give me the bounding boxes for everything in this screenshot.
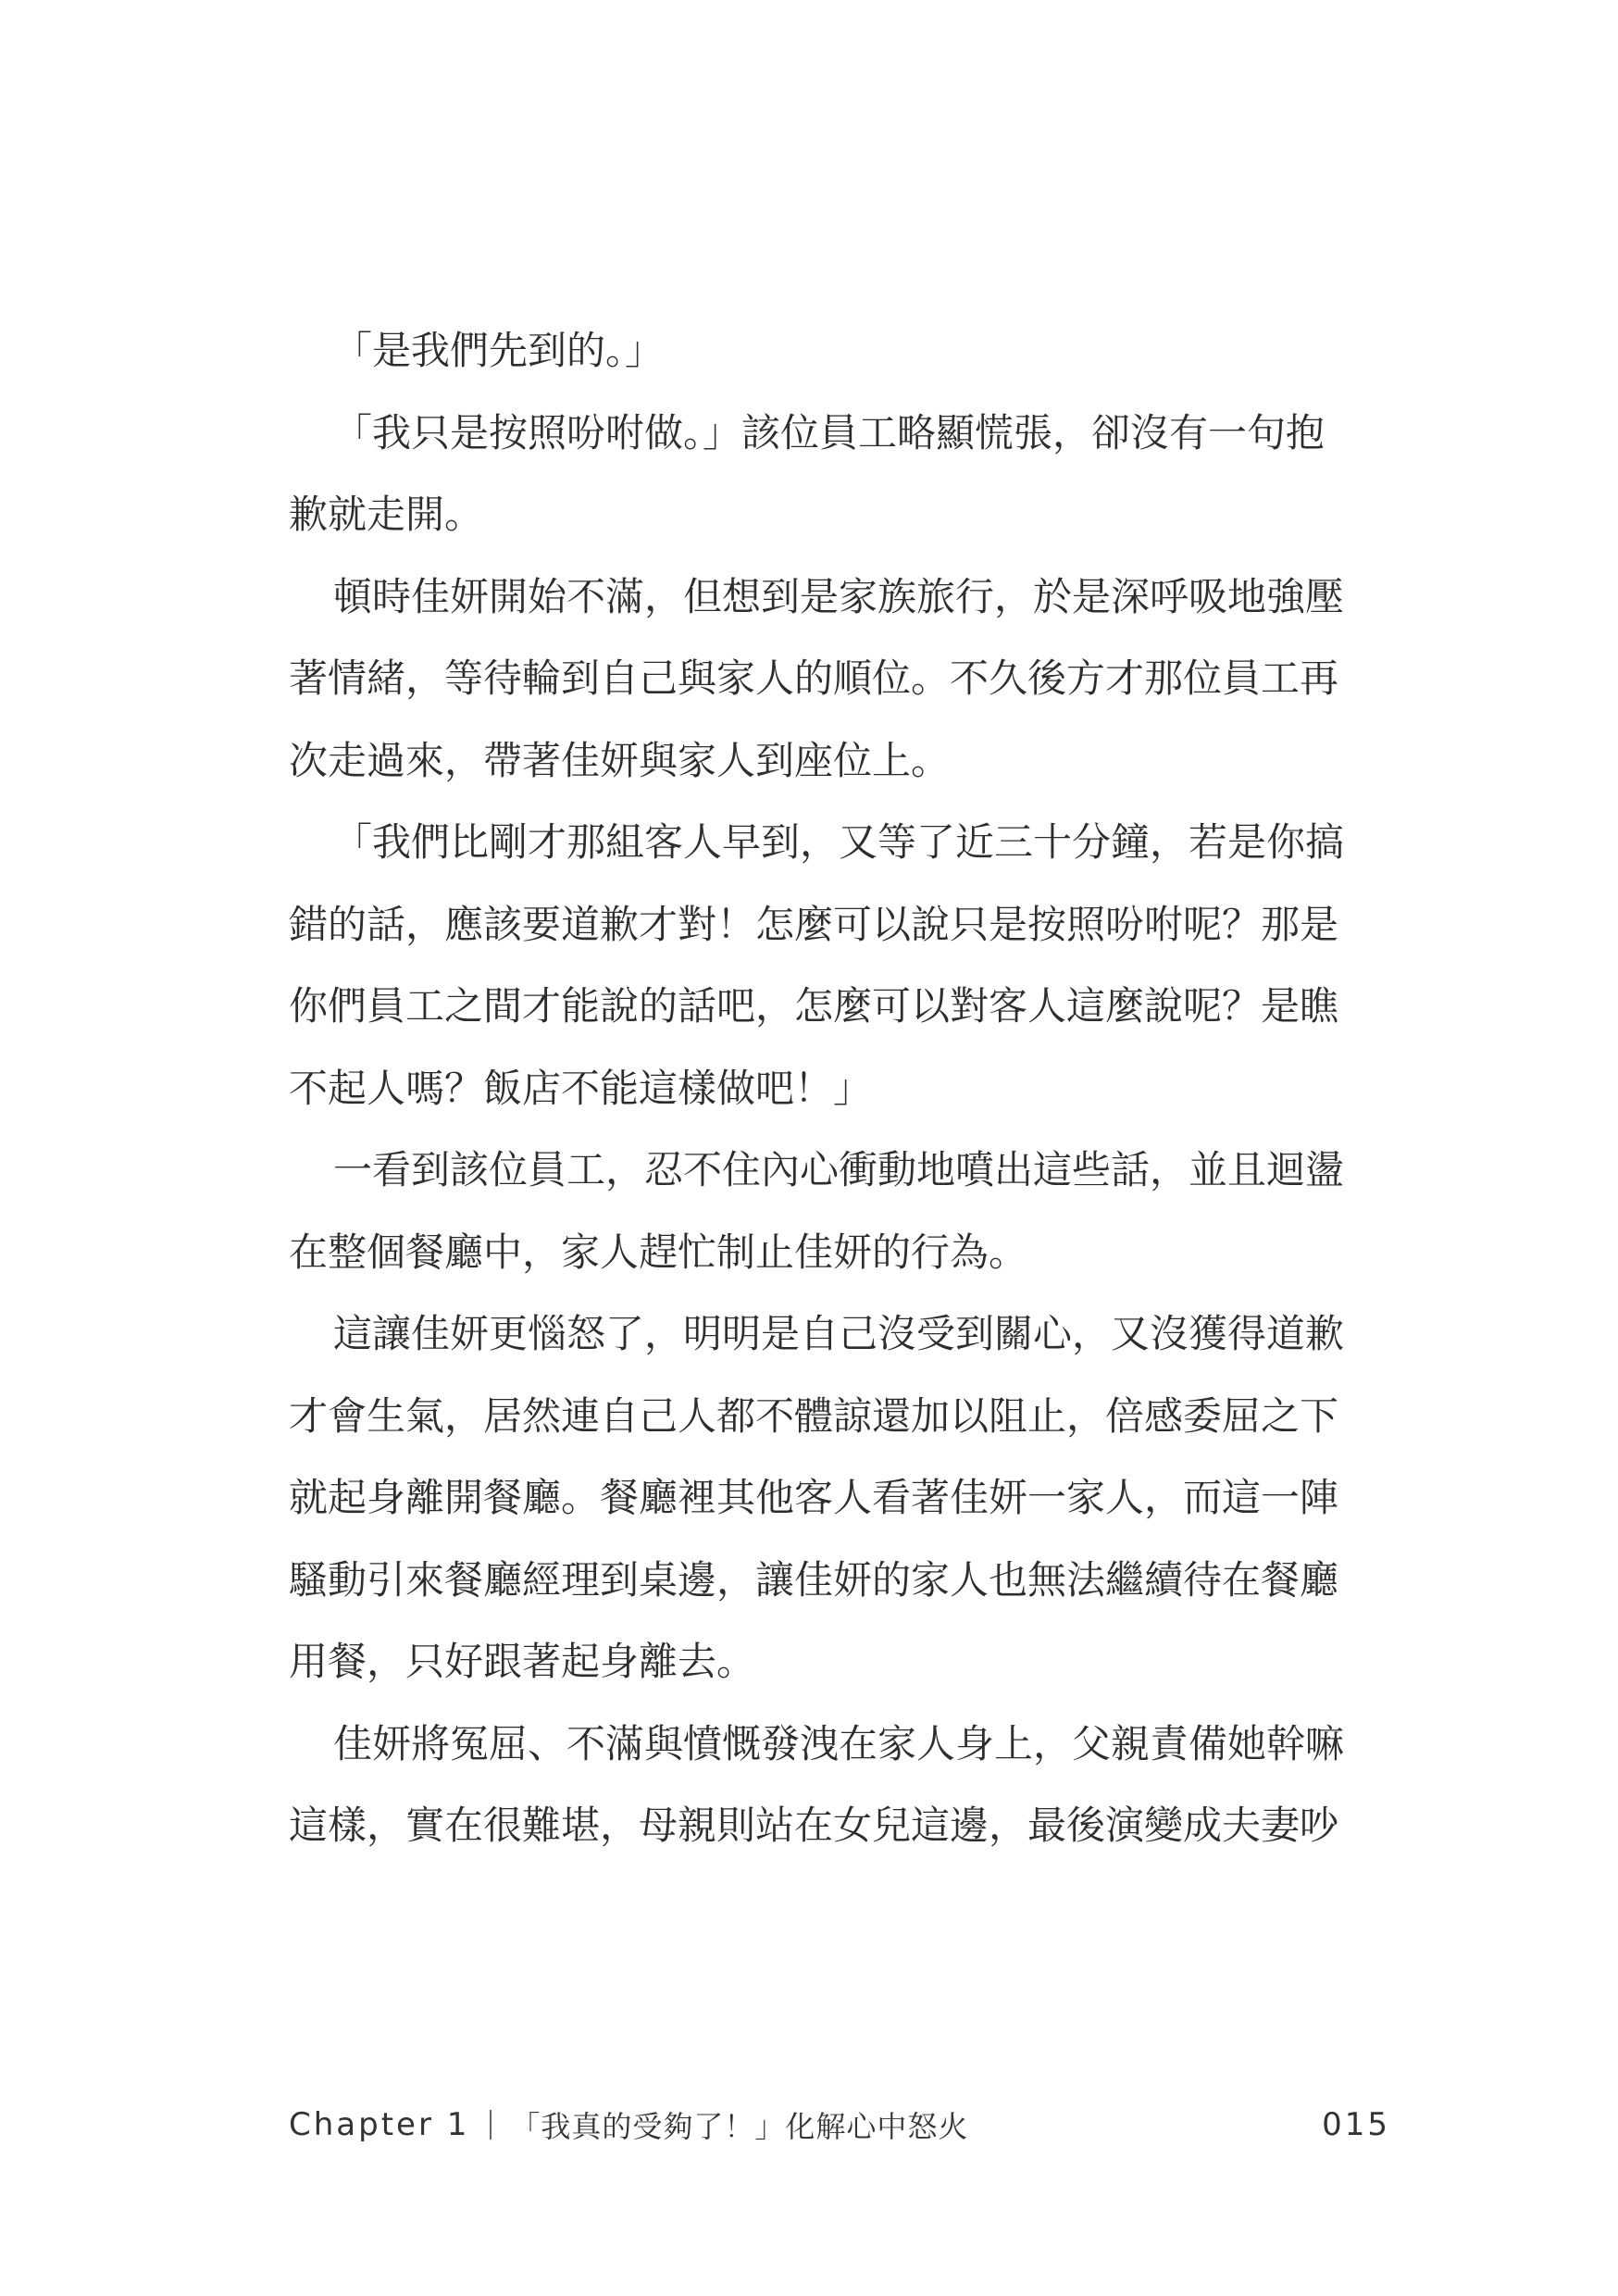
body-text	[289, 310, 1390, 1867]
text-line: 騷動引來餐廳經理到桌邊，讓佳妍的家人也無法繼續待在餐廳	[289, 1556, 1339, 1603]
text-line: 這樣，實在很難堪，母親則站在女兒這邊，最後演變成夫妻吵	[289, 1803, 1339, 1848]
text-line: 就起身離開餐廳。餐廳裡其他客人看著佳妍一家人，而這一陣	[289, 1475, 1339, 1520]
text-line: 歉就走開。	[289, 492, 484, 537]
text-line: 「是我們先到的。」	[333, 328, 665, 373]
text-line: 佳妍將冤屈、不滿與憤慨發洩在家人身上，父親責備她幹嘛	[333, 1720, 1345, 1766]
text-line: 錯的話，應該要道歉才對！怎麼可以說只是按照吩咐呢？那是	[289, 901, 1339, 947]
text-line: 「我們比剛才那組客人早到，又等了近三十分鐘，若是你搞	[333, 819, 1345, 865]
text-line: 著情緒，等待輪到自己與家人的順位。不久後方才那位員工再	[289, 655, 1339, 701]
text-line: 頓時佳妍開始不滿，但想到是家族旅行，於是深呼吸地強壓	[333, 573, 1345, 619]
text-line: 你們員工之間才能說的話吧，怎麼可以對客人這麼說呢？是瞧	[289, 983, 1339, 1029]
text-line: 不起人嗎？飯店不能這樣做吧！」	[289, 1065, 873, 1111]
text-line: 才會生氣，居然連自己人都不體諒還加以阻止，倍感委屈之下	[289, 1392, 1339, 1439]
footer-divider	[490, 2110, 492, 2140]
text-line: 「我只是按照吩咐做。」該位員工略顯慌張，卻沒有一句抱	[333, 409, 1326, 455]
text-line: 一看到該位員工，忍不住內心衝動地噴出這些話，並且迴盪	[333, 1147, 1345, 1192]
text-line: 次走過來，帶著佳妍與家人到座位上。	[289, 737, 951, 783]
text-line: 這讓佳妍更惱怒了，明明是自己沒受到關心，又沒獲得道歉	[333, 1311, 1345, 1356]
page-footer	[289, 2102, 1390, 2148]
chapter-label: Chapter 1	[289, 2106, 470, 2143]
chapter-title: 「我真的受夠了！」化解心中怒火	[510, 2109, 969, 2144]
text-line: 用餐，只好跟著起身離去。	[289, 1639, 756, 1684]
text-line: 在整個餐廳中，家人趕忙制止佳妍的行為。	[289, 1229, 1028, 1275]
page-number: 015	[1322, 2106, 1390, 2143]
